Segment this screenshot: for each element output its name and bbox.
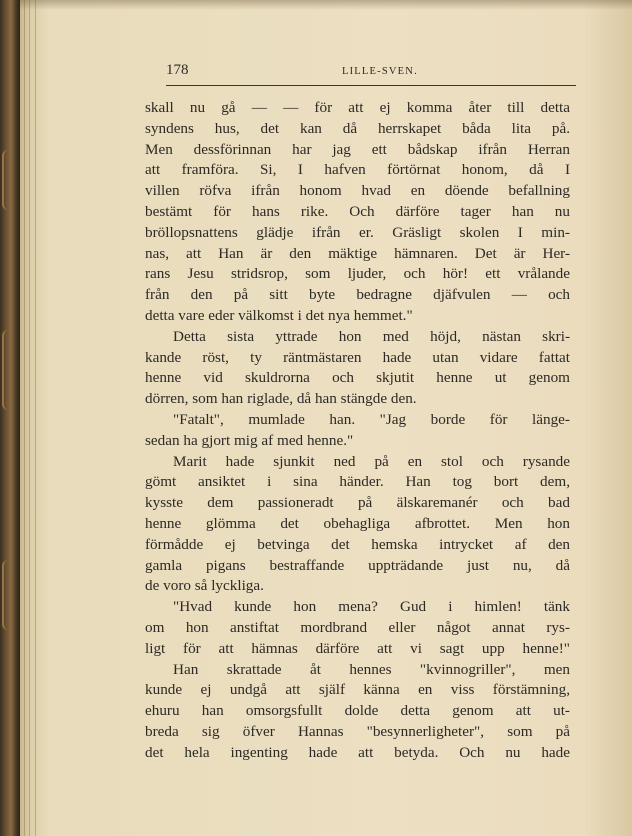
cover-ornament (2, 150, 18, 210)
text-line: "Fatalt", mumlade han. "Jag borde för länge- (173, 410, 570, 428)
text-line: syndens hus, det kan då herrskapet båda lita på. (145, 119, 570, 137)
running-title: LILLE-SVEN. (342, 66, 418, 77)
text-line: förmådde ej betvinga det hemska intrycket af den (145, 535, 570, 553)
book-cover-edge (0, 0, 20, 836)
page-number: 178 (166, 62, 189, 78)
text-line: rans Jesu stridsrop, som ljuder, och hör! ett vrålande (145, 265, 570, 283)
text-line: kande röst, ty räntmästaren hade utan vidare fattat (145, 348, 570, 366)
text-line: skall nu gå — — för att ej komma åter till detta (145, 99, 570, 116)
text-line: gömt ansiktet i sina händer. Han tog bort dem, (145, 473, 570, 491)
cover-ornament (2, 560, 18, 630)
text-line: Men dessförinnan har jag ett bådskap ifrån Herran (145, 140, 570, 158)
text-line: om hon anstiftat mordbrand eller något annat rys- (145, 618, 570, 636)
text-line: ehuru han omsorgsfullt dolde detta genom att ut- (145, 702, 570, 720)
text-line: kunde ej undgå att själf känna en viss förstämning, (145, 681, 570, 699)
text-line: från den på sitt byte bedragne djäfvulen — och (145, 286, 570, 304)
text-line: henne glömma det obehagliga afbrottet. Men hon (145, 514, 570, 532)
text-line: dörren, som han riglade, då han stängde den. (145, 390, 417, 408)
text-line: de voro så lyckliga. (145, 577, 264, 595)
text-line: det hela ingenting hade att betyda. Och nu hade (145, 743, 570, 761)
page-header (166, 62, 576, 88)
text-line: ligt för att hämnas därföre att vi sagt upp henne!" (145, 639, 570, 657)
text-line: breda sig öfver Hannas "besynnerligheter", som på (145, 722, 570, 740)
gutter-line (29, 0, 30, 836)
text-line: gamla pigans bestraffande uppträdande just nu, då (145, 556, 570, 574)
text-line: henne vid skuldrorna och skjutit henne ut genom (145, 369, 570, 387)
text-line: detta vare eder välkomst i det nya hemmet." (145, 306, 413, 324)
body-text (145, 98, 570, 764)
text-line: Marit hade sjunkit ned på en stol och rysande (173, 452, 570, 470)
cover-ornament (2, 330, 18, 410)
text-line: villen röfva ifrån honom hvad en döende befallning (145, 182, 570, 200)
text-line: kysste dem passioneradt på älskaremanér och bad (145, 494, 570, 512)
text-line: nas, att Han är den mäktige hämnaren. Det är Her- (145, 244, 570, 262)
gutter-line (24, 0, 25, 836)
page-top-shadow (20, 0, 632, 10)
text-line: "Hvad kunde hon mena? Gud i himlen! tänk (173, 598, 570, 616)
header-rule (166, 85, 576, 86)
text-line: Han skrattade åt hennes "kvinnogriller", men (173, 660, 570, 678)
text-line: bestämt för hans rike. Och därföre tager han nu (145, 202, 570, 220)
text-line: Detta sista yttrade hon med höjd, nästan skri- (173, 327, 570, 345)
text-line: sedan ha gjort mig af med henne." (145, 431, 354, 449)
text-line: bröllopsnattens glädje ifrån er. Gräsligt skolen I min- (145, 223, 570, 241)
text-line: att framföra. Si, I hafven förtörnat honom, då I (145, 161, 570, 179)
gutter-line (35, 0, 36, 836)
